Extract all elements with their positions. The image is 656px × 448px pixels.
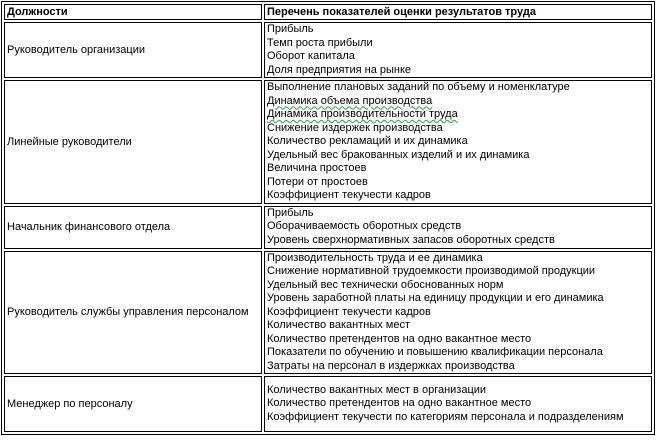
indicator-item: Затраты на персонал в издержках производства [267,359,515,372]
indicator-item: Прибыль [267,206,314,219]
indicator-item: Величина простоев [267,162,367,174]
indicators-cell [264,80,652,204]
position-cell: Менеджер по персоналу [4,376,262,432]
indicator-item: Количество претендентов на одно вакантное место [267,332,532,345]
indicator-item: Уровень сверхнормативных запасов оборотных средств [267,233,555,246]
indicator-item: Уровень заработной платы на единицу продукции и его динамика [267,292,604,304]
indicator-item: Количество претендентов на одно вакантное место [267,397,532,410]
indicator-item: Оборачиваемость оборотных средств [267,220,462,233]
indicator-item: Производительность труда и ее динамика [267,251,483,264]
indicator-item: Темп роста прибыли [267,36,373,49]
position-cell: Начальник финансового отдела [4,206,262,249]
indicator-list [267,384,649,425]
indicator-item: Динамика объема производства [267,94,433,107]
header-row [4,4,652,20]
indicator-item: Показатели по обучению и повышению квалификации персонала [267,346,603,358]
indicator-item: Количество вакантных мест в организации [267,383,487,396]
indicator-item: Коэффициент текучести кадров [267,189,431,201]
position-cell: Руководитель организации [4,22,262,78]
indicator-item: Количество вакантных мест [267,319,411,331]
indicator-item: Удельный вес технически обоснованных норм [267,278,504,291]
indicator-item: Коэффициент текучести по категориям персонала и подразделениям [267,410,624,423]
header-indicators: Перечень показателей оценки результатов труда [264,4,652,20]
table-row [4,206,652,249]
position-cell: Руководитель службы управления персоналом [4,251,262,375]
indicator-list [267,23,649,77]
table-row [4,80,652,204]
indicator-item: Количество рекламаций и их динамика [267,135,468,147]
indicator-item: Оборот капитала [267,50,355,62]
header-position: Должности [4,4,262,20]
indicator-item: Динамика производительности труда [267,108,458,120]
indicator-item: Снижение издержек производства [267,121,443,134]
position-cell: Линейные руководители [4,80,262,204]
table-row [4,22,652,78]
indicator-item: Коэффициент текучести кадров [267,305,431,318]
indicator-item: Выполнение плановых заданий по объему и номенклатуре [267,81,570,93]
indicators-cell [264,376,652,432]
table-row [4,376,652,432]
kpi-table [1,1,655,435]
indicators-cell [264,22,652,78]
indicator-item: Снижение нормативной трудоемкости производимой продукции [267,265,596,277]
table-row [4,251,652,375]
indicator-list [267,252,649,374]
indicator-list [267,207,649,248]
indicator-item: Прибыль [267,23,314,35]
indicator-list [267,81,649,203]
indicators-cell [264,206,652,249]
indicator-item: Потери от простоев [267,175,368,188]
indicators-cell [264,251,652,375]
indicator-item: Удельный вес бракованных изделий и их динамика [267,148,530,161]
indicator-item: Доля предприятия на рынке [267,63,412,76]
